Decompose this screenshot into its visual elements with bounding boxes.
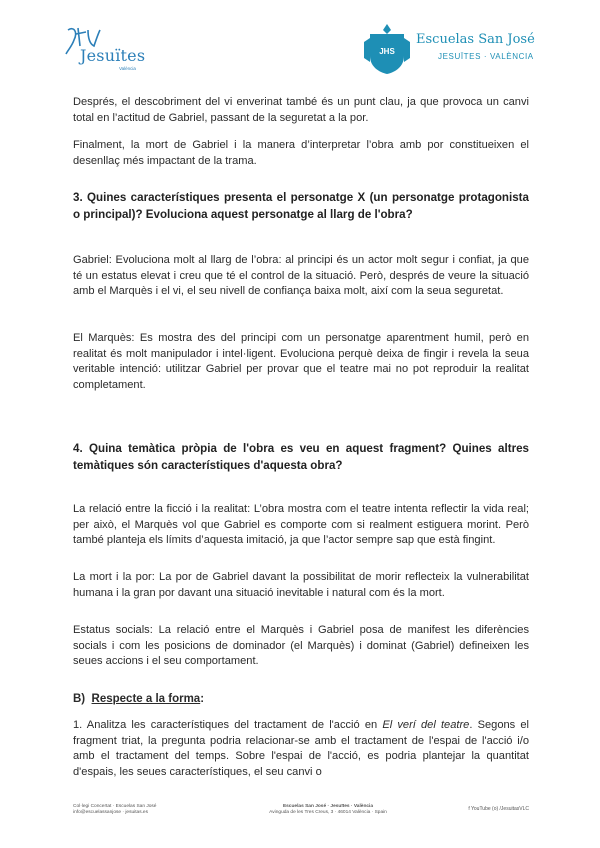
footer-left-line2: info@escuelassanjose · jesuitas.es <box>73 810 148 815</box>
school-name: Escuelas San José <box>416 32 535 47</box>
work-title: El verí del teatre <box>382 719 470 731</box>
section-b-letter: B) <box>73 693 86 705</box>
analitza-rest: . Segons el fragment triat, la pregunta podria relacionar-se amb el tractament de l'espai de l'acció i/o amb el tractament del temps. Sobre l'espai de l'acció, es podria plantejar la quantitat d'espais, les seues característiques, el seu canvi o <box>73 719 529 778</box>
shield-icon <box>362 22 412 76</box>
paragraph-gabriel: Gabriel: Evoluciona molt al llarg de l’obra: al principi és un actor molt segur i confiat, ja que té un estatus elevat i creu que té el control de la situació. Però, després de veure la situació amb el Marquès i el vi, el seu nivell de confiança baixa molt, així com la seua seguretat. <box>73 254 529 298</box>
question-4-heading: 4. Quina temàtica pròpia de l'obra es veu en aquest fragment? Quines altres temàtiques són característiques d'aquesta obra? <box>73 442 529 472</box>
paragraph-marques: El Marquès: Es mostra des del principi com un personatge aparentment humil, però en realitat és molt manipulador i intel·ligent. Evoluciona perquè deixa de fingir i revela la seua veritable intenció: utilitzar Gabriel per provar que el teatre mai no pot reproduir la realitat completament. <box>73 332 529 391</box>
jesuites-logo <box>64 24 154 76</box>
footer-left-line1: Col·legi Concertat · Escuelas San José <box>73 804 157 809</box>
paragraph-estatus-socials: Estatus socials: La relació entre el Marquès i Gabriel posa de manifest les diferències socials i com les posicions de dominador (el Marquès) i dominat (Gabriel) defineixen les seues accions i el seu comportament. <box>73 624 529 668</box>
page-footer <box>73 800 529 824</box>
section-b-heading <box>73 692 529 708</box>
escuelas-san-jose-logo <box>362 22 542 78</box>
jesuites-logo-sub: València <box>119 66 136 71</box>
footer-center <box>253 804 403 816</box>
footer-social-links[interactable]: f YouTube (o) /JesuitasVLC <box>468 806 529 812</box>
paragraph-mort-por: La mort i la por: La por de Gabriel davant la possibilitat de morir reflecteix la vulnerabilitat humana i la gran por davant una situació inevitable i natural com és la mort. <box>73 571 529 599</box>
shield-text: JHS <box>379 47 395 56</box>
section-b-title: Respecte a la forma <box>91 693 201 705</box>
footer-center-line2: Avinguda de les Tres Creus, 3 · 46014 València · Spain <box>269 810 387 815</box>
question-3-heading: 3. Quines característiques presenta el personatge X (un personatge protagonista o principal)? Evoluciona aquest personatge al llarg de l'obra? <box>73 191 529 221</box>
paragraph-ficcio-realitat: La relació entre la ficció i la realitat: L’obra mostra com el teatre intenta reflectir la vida real; per això, el Marquès vol que Gabriel es comporte com si realment estiguera morint. Però també planteja els límits d’aquesta imitació, ja que l’actor sempre sap que està fingint. <box>73 503 529 547</box>
analitza-start: 1. Analitza les característiques del tractament de l'acció en <box>73 719 383 731</box>
school-sub: JESUÏTES · VALÈNCIA <box>438 52 534 61</box>
jesuites-logo-text: Jesuïtes <box>80 46 146 65</box>
section-b-colon: : <box>200 693 205 705</box>
paragraph-1: Després, el descobriment del vi enverinat també és un punt clau, ja que provoca un canvi total en l’actitud de Gabriel, passant de la seguretat a la por. <box>73 96 529 124</box>
paragraph-analitza <box>73 718 529 780</box>
footer-left <box>73 804 156 816</box>
footer-center-line1: Escuelas San José · Jesuïtes · València <box>282 804 374 809</box>
paragraph-2: Finalment, la mort de Gabriel i la manera d’interpretar l’obra amb por constitueixen el desenllaç més impactant de la trama. <box>73 139 529 167</box>
